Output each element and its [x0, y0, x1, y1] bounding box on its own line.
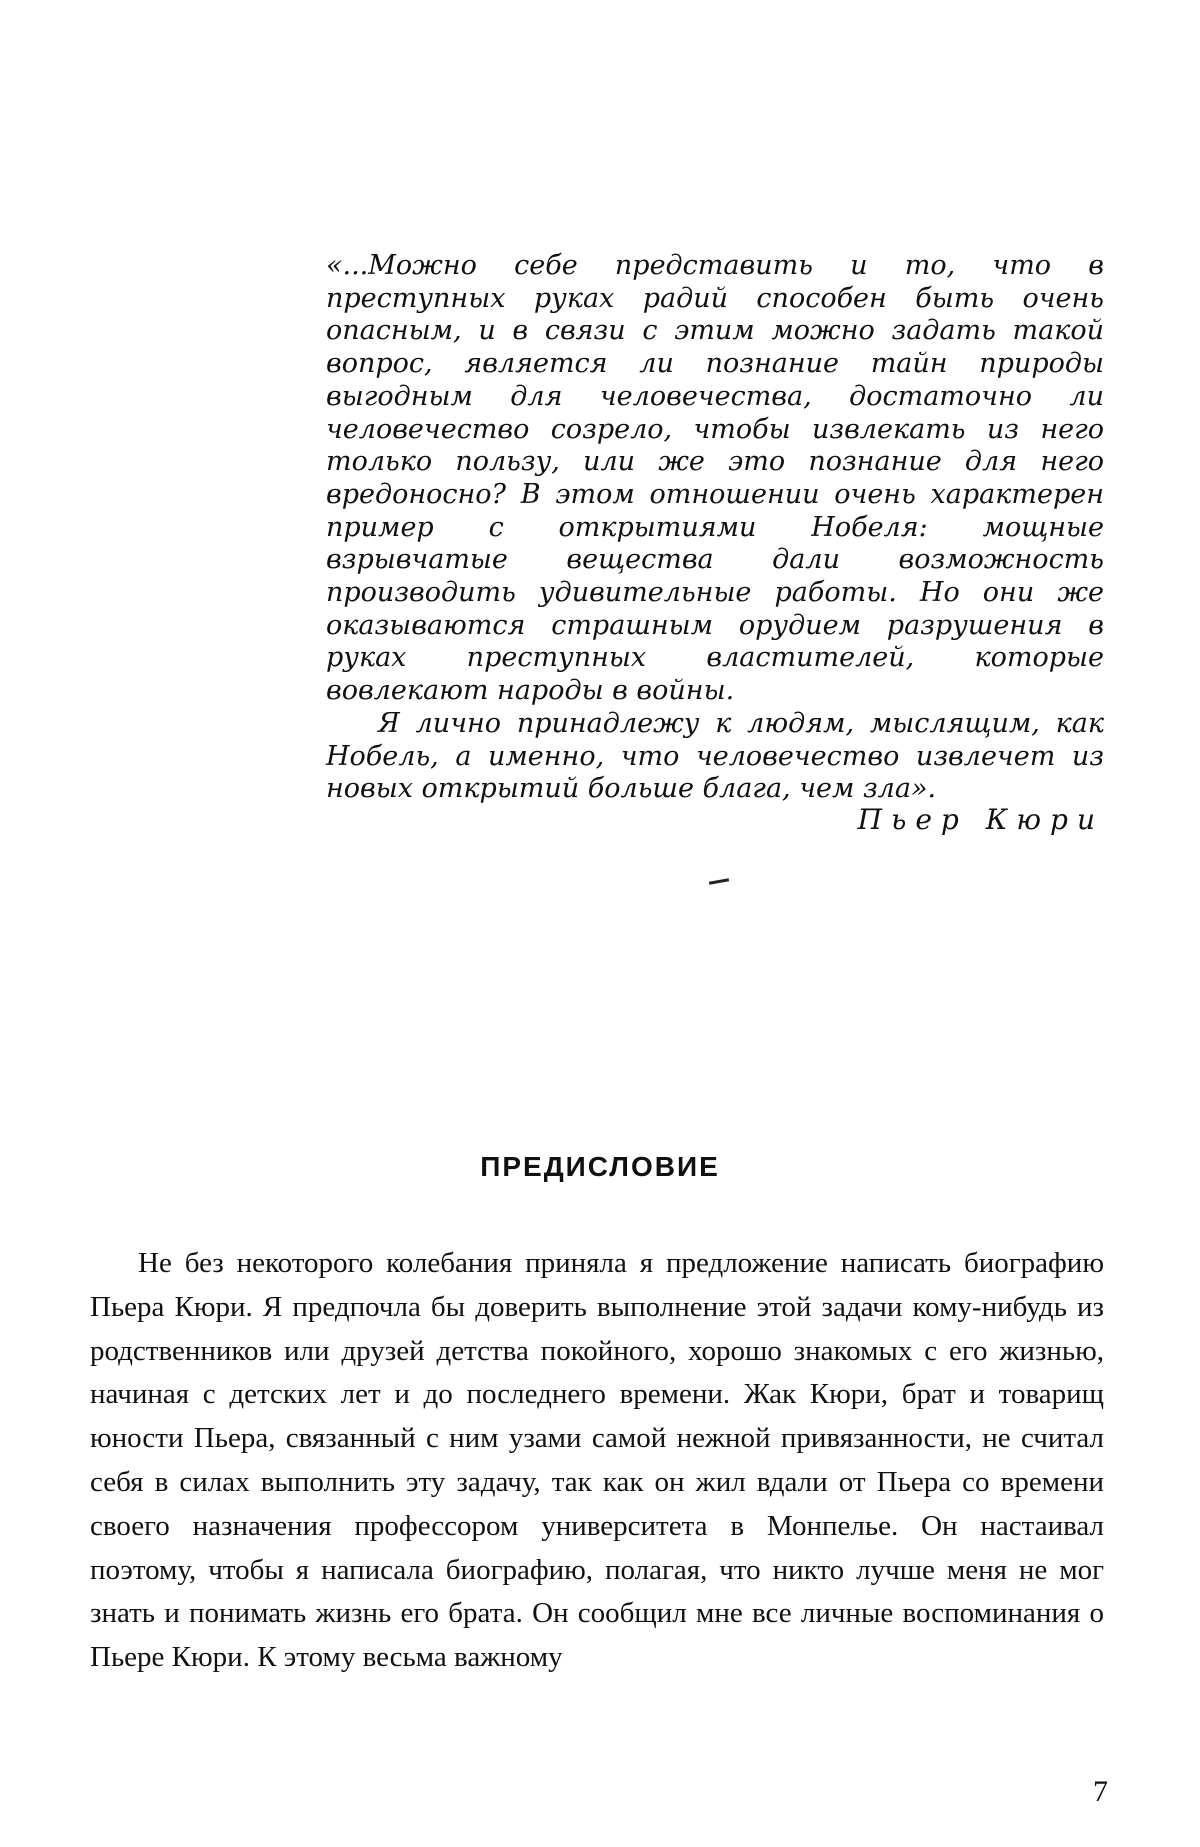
- epigraph-paragraph: «...Можно себе представить и то, что в преступных руках радий способен быть очень опасным, и в связи с этим можно задать такой вопрос, является ли познание тайн природы выгодным для человечества, достаточно ли человечество созрело, чтобы извлекать из него только пользу, или же это познание для него вредоносно? В этом отношении очень характерен пример с открытиями Нобеля: мощные взрывчатые вещества дали возможность производить удивительные работы. Но они же оказываются страшным орудием разрушения в руках преступных властителей, которые вовлекают народы в войны.: [326, 250, 1104, 708]
- body-paragraph: Не без некоторого колебания приняла я предложение написать биографию Пьера Кюри. Я предпочла бы доверить выполнение этой задачи кому-нибудь из родственников или друзей детства покойного, хорошо знакомых с его жизнью, начиная с детских лет и до последнего времени. Жак Кюри, брат и товарищ юности Пьера, связанный с ним узами самой нежной привязанности, не считал себя в силах выполнить эту задачу, так как он жил вдали от Пьера со времени своего назначения профессором университета в Монпелье. Он настаивал поэтому, чтобы я написала биографию, полагая, что никто лучше меня не мог знать и понимать жизнь его брата. Он сообщил мне все личные воспоминания о Пьере Кюри. К этому весьма важному: [90, 1242, 1104, 1680]
- epigraph-paragraph: Я лично принадлежу к людям, мыслящим, как Нобель, а именно, что человечество извлечет из новых открытий больше блага, чем зла».: [326, 708, 1104, 806]
- section-title: ПРЕДИСЛОВИЕ: [0, 1151, 1200, 1183]
- epigraph-author: Пьер Кюри: [858, 803, 1104, 836]
- page-number: 7: [1093, 1775, 1108, 1809]
- print-mark: [709, 878, 729, 884]
- epigraph: [326, 250, 1104, 806]
